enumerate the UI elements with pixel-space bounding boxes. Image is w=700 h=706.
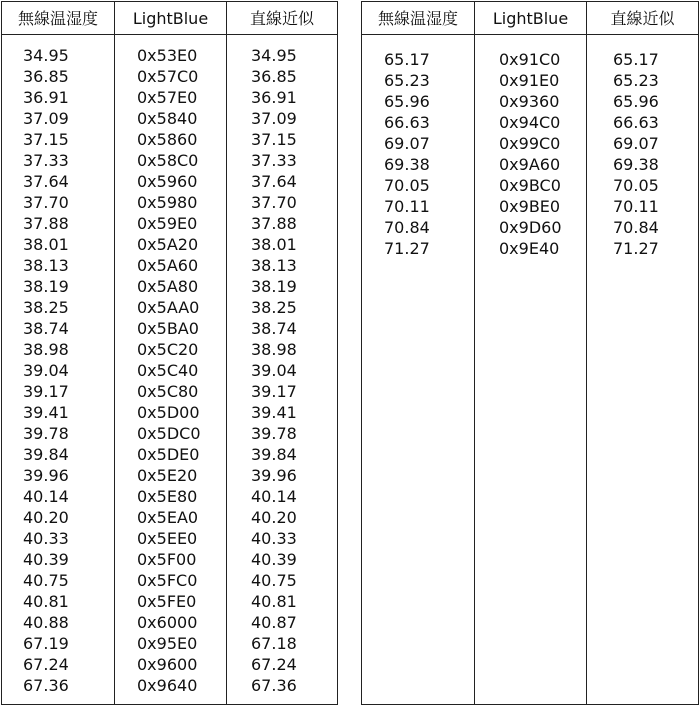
table-cell: 38.13 xyxy=(23,256,69,275)
table-cell: 40.81 xyxy=(23,592,69,611)
humidity-table-left xyxy=(1,1,338,705)
column-header: 無線温湿度 xyxy=(2,2,114,35)
table-cell: 39.78 xyxy=(23,424,69,443)
table-cell: 39.78 xyxy=(251,424,297,443)
table-cell: 37.09 xyxy=(251,109,297,128)
table-cell: 70.05 xyxy=(613,176,659,195)
table-cell: 38.25 xyxy=(23,298,69,317)
table-cell: 38.19 xyxy=(251,277,297,296)
table-cell: 0x5DE0 xyxy=(137,445,200,464)
table-cell: 39.17 xyxy=(23,382,69,401)
table-cell: 0x5C80 xyxy=(137,382,199,401)
table-cell: 0x5A20 xyxy=(137,235,199,254)
table-cell: 0x5960 xyxy=(137,172,198,191)
table-cell: 70.84 xyxy=(384,218,430,237)
table-cell: 40.33 xyxy=(23,529,69,548)
table-cell: 69.38 xyxy=(384,155,430,174)
table-cell: 37.09 xyxy=(23,109,69,128)
table-cell: 38.25 xyxy=(251,298,297,317)
table-cell: 0x5A60 xyxy=(137,256,199,275)
table-cell: 65.23 xyxy=(613,71,659,90)
table-cell: 38.98 xyxy=(251,340,297,359)
table-cell: 0x5840 xyxy=(137,109,198,128)
column-linear-approx xyxy=(586,2,698,704)
table-cell: 67.36 xyxy=(251,676,297,695)
table-cell: 34.95 xyxy=(23,46,69,65)
table-cell: 36.91 xyxy=(23,88,69,107)
table-cell: 37.15 xyxy=(23,130,69,149)
table-cell: 40.20 xyxy=(251,508,297,527)
table-cell: 37.88 xyxy=(23,214,69,233)
column-header: 直線近似 xyxy=(587,2,698,35)
table-cell: 36.85 xyxy=(23,67,69,86)
table-cell: 0x5C40 xyxy=(137,361,199,380)
table-cell: 37.33 xyxy=(23,151,69,170)
table-cell: 0x5EA0 xyxy=(137,508,199,527)
table-cell: 0x5E20 xyxy=(137,466,198,485)
table-cell: 39.96 xyxy=(251,466,297,485)
table-cell: 0x6000 xyxy=(137,613,198,632)
table-cell: 39.04 xyxy=(23,361,69,380)
table-cell: 0x57E0 xyxy=(137,88,198,107)
table-cell: 69.07 xyxy=(384,134,430,153)
column-wireless-humidity xyxy=(2,2,114,704)
table-cell: 66.63 xyxy=(384,113,430,132)
table-cell: 0x57C0 xyxy=(137,67,199,86)
table-cell: 70.11 xyxy=(613,197,659,216)
table-cell: 70.05 xyxy=(384,176,430,195)
column-header: 直線近似 xyxy=(227,2,337,35)
table-cell: 0x9360 xyxy=(499,92,560,111)
table-cell: 65.23 xyxy=(384,71,430,90)
table-cell: 0x5C20 xyxy=(137,340,199,359)
table-cell: 69.07 xyxy=(613,134,659,153)
table-cell: 0x99C0 xyxy=(499,134,561,153)
table-cell: 67.24 xyxy=(251,655,297,674)
table-cell: 40.88 xyxy=(23,613,69,632)
table-cell: 37.15 xyxy=(251,130,297,149)
table-cell: 37.33 xyxy=(251,151,297,170)
column-lightblue xyxy=(114,2,226,704)
table-cell: 37.64 xyxy=(23,172,69,191)
table-cell: 0x5FE0 xyxy=(137,592,197,611)
column-header: LightBlue xyxy=(475,2,586,35)
column-header: LightBlue xyxy=(115,2,226,35)
table-cell: 40.39 xyxy=(23,550,69,569)
table-cell: 40.39 xyxy=(251,550,297,569)
table-cell: 40.20 xyxy=(23,508,69,527)
table-cell: 71.27 xyxy=(613,239,659,258)
table-cell: 38.01 xyxy=(23,235,69,254)
table-cell: 0x53E0 xyxy=(137,46,198,65)
table-cell: 0x5FC0 xyxy=(137,571,198,590)
table-cell: 38.19 xyxy=(23,277,69,296)
table-cell: 0x59E0 xyxy=(137,214,198,233)
column-header: 無線温湿度 xyxy=(362,2,474,35)
table-cell: 65.17 xyxy=(384,50,430,69)
column-wireless-humidity xyxy=(362,2,474,704)
table-cell: 65.17 xyxy=(613,50,659,69)
column-cells xyxy=(475,35,586,259)
table-cell: 38.74 xyxy=(23,319,69,338)
table-cell: 0x5D00 xyxy=(137,403,200,422)
table-cell: 40.14 xyxy=(251,487,297,506)
table-cell: 40.14 xyxy=(23,487,69,506)
table-cell: 39.84 xyxy=(251,445,297,464)
table-cell: 0x9A60 xyxy=(499,155,561,174)
table-cell: 39.04 xyxy=(251,361,297,380)
table-cell: 0x5E80 xyxy=(137,487,198,506)
table-cell: 39.84 xyxy=(23,445,69,464)
table-cell: 0x5EE0 xyxy=(137,529,198,548)
table-cell: 67.24 xyxy=(23,655,69,674)
table-cell: 36.91 xyxy=(251,88,297,107)
table-cell: 0x94C0 xyxy=(499,113,561,132)
table-cell: 37.88 xyxy=(251,214,297,233)
column-lightblue xyxy=(474,2,586,704)
table-cell: 0x9640 xyxy=(137,676,198,695)
table-cell: 34.95 xyxy=(251,46,297,65)
column-cells xyxy=(115,35,226,696)
table-cell: 0x9BE0 xyxy=(499,197,561,216)
table-cell: 0x9E40 xyxy=(499,239,560,258)
table-cell: 40.33 xyxy=(251,529,297,548)
table-cell: 36.85 xyxy=(251,67,297,86)
table-cell: 0x5F00 xyxy=(137,550,197,569)
column-cells xyxy=(2,35,114,696)
table-cell: 0x5860 xyxy=(137,130,198,149)
table-cell: 70.11 xyxy=(384,197,430,216)
table-cell: 39.17 xyxy=(251,382,297,401)
table-cell: 38.74 xyxy=(251,319,297,338)
table-cell: 39.41 xyxy=(251,403,297,422)
table-cell: 39.41 xyxy=(23,403,69,422)
table-cell: 65.96 xyxy=(613,92,659,111)
table-cell: 38.01 xyxy=(251,235,297,254)
table-cell: 67.18 xyxy=(251,634,297,653)
table-cell: 40.75 xyxy=(251,571,297,590)
table-cell: 40.87 xyxy=(251,613,297,632)
table-cell: 0x5980 xyxy=(137,193,198,212)
table-cell: 65.96 xyxy=(384,92,430,111)
table-cell: 69.38 xyxy=(613,155,659,174)
table-cell: 67.36 xyxy=(23,676,69,695)
table-cell: 0x5DC0 xyxy=(137,424,201,443)
humidity-table-right xyxy=(361,1,699,705)
table-cell: 38.98 xyxy=(23,340,69,359)
table-cell: 38.13 xyxy=(251,256,297,275)
table-cell: 0x9BC0 xyxy=(499,176,561,195)
table-cell: 0x58C0 xyxy=(137,151,199,170)
table-cell: 40.75 xyxy=(23,571,69,590)
column-cells xyxy=(362,35,474,259)
table-cell: 0x95E0 xyxy=(137,634,198,653)
table-cell: 0x91E0 xyxy=(499,71,560,90)
table-cell: 40.81 xyxy=(251,592,297,611)
table-cell: 0x5A80 xyxy=(137,277,199,296)
table-cell: 39.96 xyxy=(23,466,69,485)
table-cell: 0x9D60 xyxy=(499,218,562,237)
column-cells xyxy=(587,35,698,259)
table-cell: 67.19 xyxy=(23,634,69,653)
column-cells xyxy=(227,35,337,696)
table-cell: 37.70 xyxy=(23,193,69,212)
table-cell: 0x91C0 xyxy=(499,50,561,69)
table-cell: 71.27 xyxy=(384,239,430,258)
table-cell: 0x5BA0 xyxy=(137,319,199,338)
table-cell: 37.70 xyxy=(251,193,297,212)
table-cell: 70.84 xyxy=(613,218,659,237)
table-cell: 66.63 xyxy=(613,113,659,132)
column-linear-approx xyxy=(226,2,337,704)
table-cell: 37.64 xyxy=(251,172,297,191)
table-cell: 0x5AA0 xyxy=(137,298,200,317)
table-cell: 0x9600 xyxy=(137,655,198,674)
